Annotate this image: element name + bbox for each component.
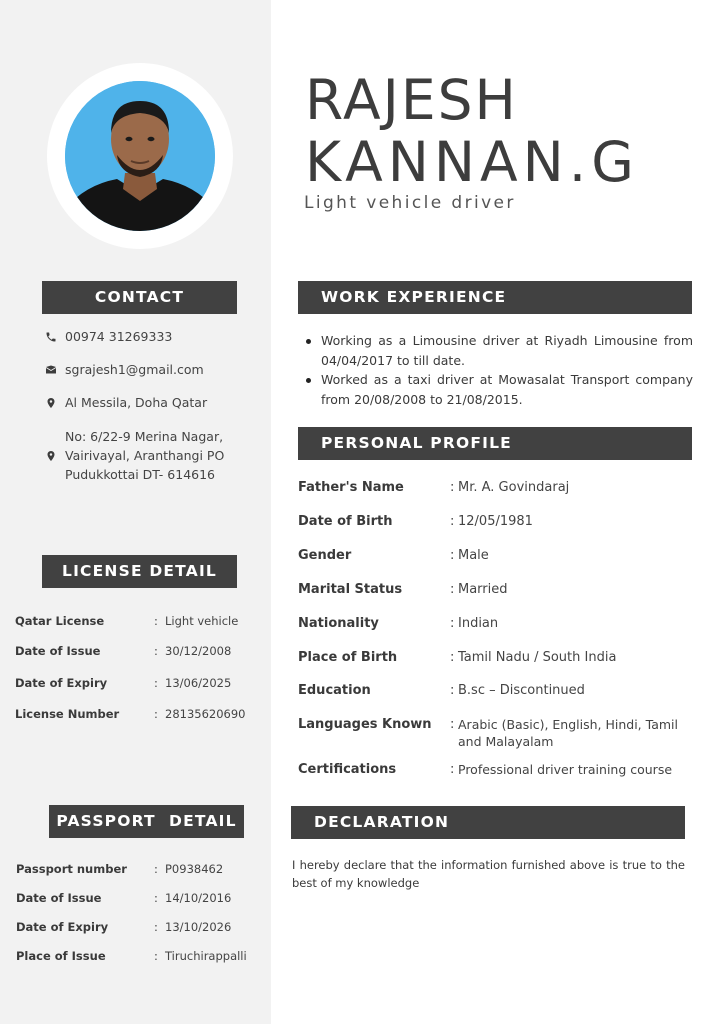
license-sep: : xyxy=(154,707,158,721)
passport-value: Tiruchirappalli xyxy=(165,949,247,963)
profile-value: Mr. A. Govindaraj xyxy=(458,480,570,495)
passport-value: P0938462 xyxy=(165,862,224,876)
license-row xyxy=(15,613,265,629)
mail-icon xyxy=(44,360,57,379)
passport-label: Date of Issue xyxy=(16,891,102,905)
license-value: 13/06/2025 xyxy=(165,676,232,690)
passport-label: Date of Expiry xyxy=(16,920,109,934)
license-value: 30/12/2008 xyxy=(165,644,232,658)
contact-phone xyxy=(44,327,172,346)
profile-sep: : xyxy=(450,762,455,777)
profile-label: Place of Birth xyxy=(298,650,398,665)
profile-label: Certifications xyxy=(298,762,397,777)
profile-value: Male xyxy=(458,548,489,563)
job-title: Light vehicle driver xyxy=(304,193,516,213)
profile-label: Father's Name xyxy=(298,480,404,495)
contact-address xyxy=(44,427,224,484)
license-label: Date of Expiry xyxy=(15,676,108,690)
work-experience-item: Working as a Limousine driver at Riyadh Limousine from 04/04/2017 to till date. xyxy=(303,331,693,370)
contact-location xyxy=(44,393,207,412)
profile-sep: : xyxy=(450,650,455,665)
passport-heading: PASSPORT DETAIL xyxy=(49,805,244,838)
declaration-heading: DECLARATION xyxy=(291,806,685,839)
passport-row xyxy=(16,861,266,877)
contact-location-text: Al Messila, Doha Qatar xyxy=(65,395,208,410)
profile-sep: : xyxy=(450,514,455,529)
work-experience-list xyxy=(303,331,693,409)
work-experience-heading: WORK EXPERIENCE xyxy=(298,281,692,314)
profile-value: B.sc – Discontinued xyxy=(458,683,585,698)
profile-value: Arabic (Basic), English, Hindi, Tamil and Malayalam xyxy=(458,717,678,749)
license-sep: : xyxy=(154,614,158,628)
profile-sep: : xyxy=(450,548,455,563)
profile-photo-frame xyxy=(47,63,233,249)
contact-address-text: No: 6/22-9 Merina Nagar, Vairivayal, Aranthangi PO Pudukkottai DT- 614616 xyxy=(65,429,225,482)
license-row xyxy=(15,706,265,722)
license-row xyxy=(15,675,265,691)
contact-email-text: sgrajesh1@gmail.com xyxy=(65,362,204,377)
license-label: Date of Issue xyxy=(15,644,101,658)
declaration-text: I hereby declare that the information furnished above is true to the best of my knowledge xyxy=(292,858,685,890)
profile-value: Professional driver training course xyxy=(458,762,673,777)
passport-value: 14/10/2016 xyxy=(165,891,232,905)
profile-value: 12/05/1981 xyxy=(458,514,533,529)
passport-row xyxy=(16,890,266,906)
personal-profile-heading: PERSONAL PROFILE xyxy=(298,427,692,460)
license-heading: LICENSE DETAIL xyxy=(42,555,237,588)
passport-sep: : xyxy=(154,862,158,876)
license-value: 28135620690 xyxy=(165,707,246,721)
passport-label: Place of Issue xyxy=(16,949,106,963)
license-sep: : xyxy=(154,676,158,690)
name-last: KANNAN.G xyxy=(305,130,639,194)
contact-phone-text: 00974 31269333 xyxy=(65,329,173,344)
passport-row xyxy=(16,948,266,964)
profile-label: Languages Known xyxy=(298,717,432,732)
profile-value: Tamil Nadu / South India xyxy=(458,650,617,665)
profile-sep: : xyxy=(450,616,455,631)
profile-sep: : xyxy=(450,683,455,698)
phone-icon xyxy=(44,327,57,346)
profile-label: Date of Birth xyxy=(298,514,393,529)
passport-sep: : xyxy=(154,949,158,963)
passport-sep: : xyxy=(154,920,158,934)
profile-sep: : xyxy=(450,582,455,597)
license-row xyxy=(15,643,265,659)
profile-value: Married xyxy=(458,582,508,597)
license-sep: : xyxy=(154,644,158,658)
profile-label: Education xyxy=(298,683,371,698)
work-experience-item: Worked as a taxi driver at Mowasalat Transport company from 20/08/2008 to 21/08/2015. xyxy=(303,370,693,409)
passport-value: 13/10/2026 xyxy=(165,920,232,934)
license-value: Light vehicle xyxy=(165,614,239,628)
name-first: RAJESH xyxy=(305,68,518,132)
contact-heading: CONTACT xyxy=(42,281,237,314)
profile-label: Marital Status xyxy=(298,582,403,597)
profile-sep: : xyxy=(450,717,455,732)
license-label: Qatar License xyxy=(15,614,105,628)
profile-photo xyxy=(65,81,215,231)
passport-row xyxy=(16,919,266,935)
profile-label: Nationality xyxy=(298,616,379,631)
profile-label: Gender xyxy=(298,548,352,563)
license-label: License Number xyxy=(15,707,120,721)
contact-email xyxy=(44,360,204,379)
passport-sep: : xyxy=(154,891,158,905)
location-pin-icon xyxy=(44,393,57,412)
location-pin-icon xyxy=(44,446,57,465)
passport-label: Passport number xyxy=(16,862,127,876)
profile-value: Indian xyxy=(458,616,499,631)
profile-sep: : xyxy=(450,480,455,495)
